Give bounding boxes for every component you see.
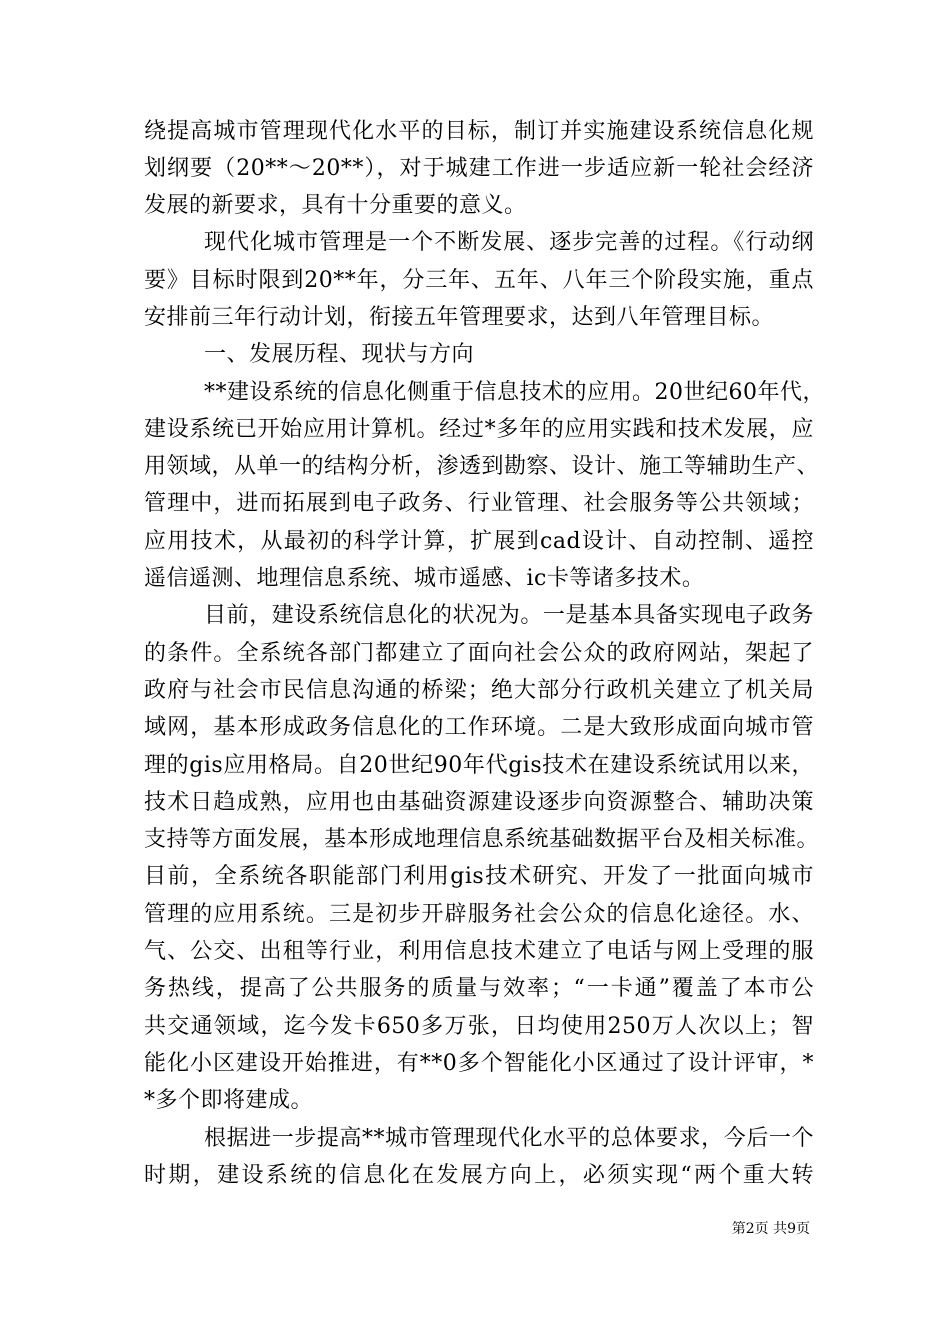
- text-line: 时期，建设系统的信息化在发展方向上，必须实现“两个重大转: [144, 1163, 814, 1188]
- text-line: 技术日趋成熟，应用也由基础资源建设逐步向资源整合、辅助决策: [144, 790, 814, 815]
- text-line: 管理中，进而拓展到电子政务、行业管理、社会服务等公共领域；: [144, 491, 814, 516]
- text-line: 支持等方面发展，基本形成地理信息系统基础数据平台及相关标准。: [144, 827, 820, 852]
- text-line: 遥信遥测、地理信息系统、城市遥感、ic卡等诸多技术。: [144, 566, 705, 591]
- text-line: 气、公交、出租等行业，利用信息技术建立了电话与网上受理的服: [144, 939, 814, 964]
- text-line: 绕提高城市管理现代化水平的目标，制订并实施建设系统信息化规: [144, 119, 814, 144]
- text-line: 安排前三年行动计划，衔接五年管理要求，达到八年管理目标。: [144, 305, 775, 330]
- text-line: 能化小区建设开始推进，有**0多个智能化小区通过了设计评审，*: [144, 1051, 814, 1076]
- text-line: 管理的应用系统。三是初步开辟服务社会公众的信息化途径。水、: [144, 902, 814, 927]
- text-line: 目前，全系统各职能部门利用gis技术研究、开发了一批面向城市: [144, 864, 814, 889]
- text-line: 建设系统已开始应用计算机。经过*多年的应用实践和技术发展，应: [144, 417, 814, 442]
- text-line: 划纲要（20**～20**），对于城建工作进一步适应新一轮社会经济: [144, 156, 814, 181]
- text-line: 域网，基本形成政务信息化的工作环境。二是大致形成面向城市管: [144, 715, 814, 740]
- text-line: 政府与社会市民信息沟通的桥梁；绝大部分行政机关建立了机关局: [144, 678, 814, 703]
- text-line: 根据进一步提高**城市管理现代化水平的总体要求，今后一个: [204, 1126, 814, 1151]
- text-line: 现代化城市管理是一个不断发展、逐步完善的过程。《行动纲: [204, 230, 814, 255]
- section-heading: 一、发展历程、现状与方向: [204, 342, 475, 367]
- text-line: 发展的新要求，具有十分重要的意义。: [144, 193, 527, 218]
- text-line: 用领域，从单一的结构分析，渗透到勘察、设计、施工等辅助生产、: [144, 454, 820, 479]
- text-line: 的条件。全系统各部门都建立了面向社会公众的政府网站，架起了: [144, 641, 814, 666]
- text-line: 务热线，提高了公共服务的质量与效率；“一卡通”覆盖了本市公: [144, 976, 814, 1001]
- text-line: 要》目标时限到20**年，分三年、五年、八年三个阶段实施，重点: [144, 268, 814, 293]
- text-line: 理的gis应用格局。自20世纪90年代gis技术在建设系统试用以来，: [144, 753, 814, 778]
- text-line: **建设系统的信息化侧重于信息技术的应用。20世纪60年代，: [204, 380, 825, 405]
- text-line: 共交通领域，迄今发卡650多万张，日均使用250万人次以上；智: [144, 1014, 814, 1039]
- text-line: *多个即将建成。: [144, 1088, 314, 1113]
- text-line: 应用技术，从最初的科学计算，扩展到cad设计、自动控制、遥控: [144, 529, 814, 554]
- page-number: 第2页 共9页: [731, 1221, 810, 1237]
- text-line: 目前，建设系统信息化的状况为。一是基本具备实现电子政务: [204, 603, 814, 628]
